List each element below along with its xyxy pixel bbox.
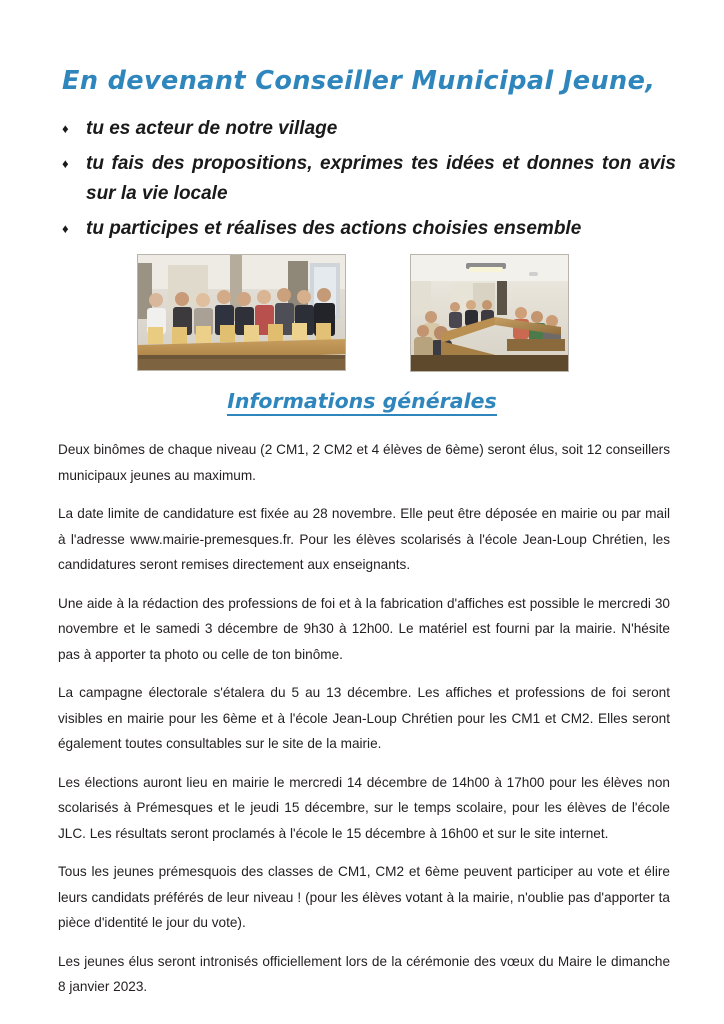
diamond-bullet-icon: ♦ [62, 156, 69, 171]
page-title: En devenant Conseiller Municipal Jeune, [62, 66, 656, 96]
paragraph-voter-eligibility: Tous les jeunes prémesquois des classes de CM1, CM2 et 6ème peuvent participer au vote et élire leurs candidats préférés de leur niveau ! (pour les élèves votant à la mairie, n'oublie pas d'apporter ta pièce d'identité le jour du vote). [58, 864, 670, 930]
paragraph-poster-workshop: Une aide à la rédaction des professions de foi et à la fabrication d'affiches est possible le mercredi 30 novembre et le samedi 3 décembre de 9h30 à 12h00. Le matériel est fourni par la mairie. N'hésite pas à apporter ta photo ou celle de ton binôme. [58, 595, 670, 662]
paragraph-election-dates: Les élections auront lieu en mairie le mercredi 14 décembre de 14h00 à 17h00 pour les élèves non scolarisés à Prémesques et le jeudi 15 décembre, sur le temps scolaire, pour les élèves de l'école JLC. Les résultats seront proclamés à l'école le 15 décembre à 16h00 et sur le site internet. [58, 774, 670, 841]
list-item-label: tu participes et réalises des actions choisies ensemble [86, 218, 582, 239]
paragraph-candidates-count: Deux binômes de chaque niveau (2 CM1, 2 CM2 et 4 élèves de 6ème) seront élus, soit 12 conseillers municipaux jeunes au maximum. [58, 442, 670, 483]
body-copy [58, 437, 670, 1000]
list-item-label: tu es acteur de notre village [86, 118, 338, 139]
photo-group-birdhouses [138, 255, 345, 370]
photo-group-birdhouses-graphic [138, 255, 345, 370]
photo-meeting-room [411, 255, 568, 371]
diamond-bullet-icon: ♦ [62, 121, 69, 136]
section-heading-label: Informations générales [227, 389, 497, 416]
photo-meeting-room-graphic [411, 255, 568, 371]
list-item [58, 114, 676, 144]
benefits-list [58, 114, 676, 249]
list-item [58, 214, 676, 244]
list-item [58, 149, 676, 209]
paragraph-induction-ceremony: Les jeunes élus seront intronisés officiellement lors de la cérémonie des vœux du Maire le dimanche 8 janvier 2023. [58, 953, 670, 994]
paragraph-application-deadline: La date limite de candidature est fixée au 28 novembre. Elle peut être déposée en mairie ou par mail à l'adresse www.mairie-premesques.fr. Pour les élèves scolarisés à l'école Jean-Loup Chrétien, les candidatures seront remises directement aux enseignants. [58, 506, 670, 572]
paragraph-campaign-period: La campagne électorale s'étalera du 5 au 13 décembre. Les affiches et professions de foi seront visibles en mairie pour les 6ème et à l'école Jean-Loup Chrétien pour les CM1 et CM2. Elles seront également toutes consultables sur le site de la mairie. [58, 685, 670, 751]
list-item-label: tu fais des propositions, exprimes tes idées et donnes ton avis sur la vie locale [86, 153, 676, 204]
photo-row [0, 253, 724, 375]
diamond-bullet-icon: ♦ [62, 221, 69, 236]
section-heading [0, 389, 724, 413]
